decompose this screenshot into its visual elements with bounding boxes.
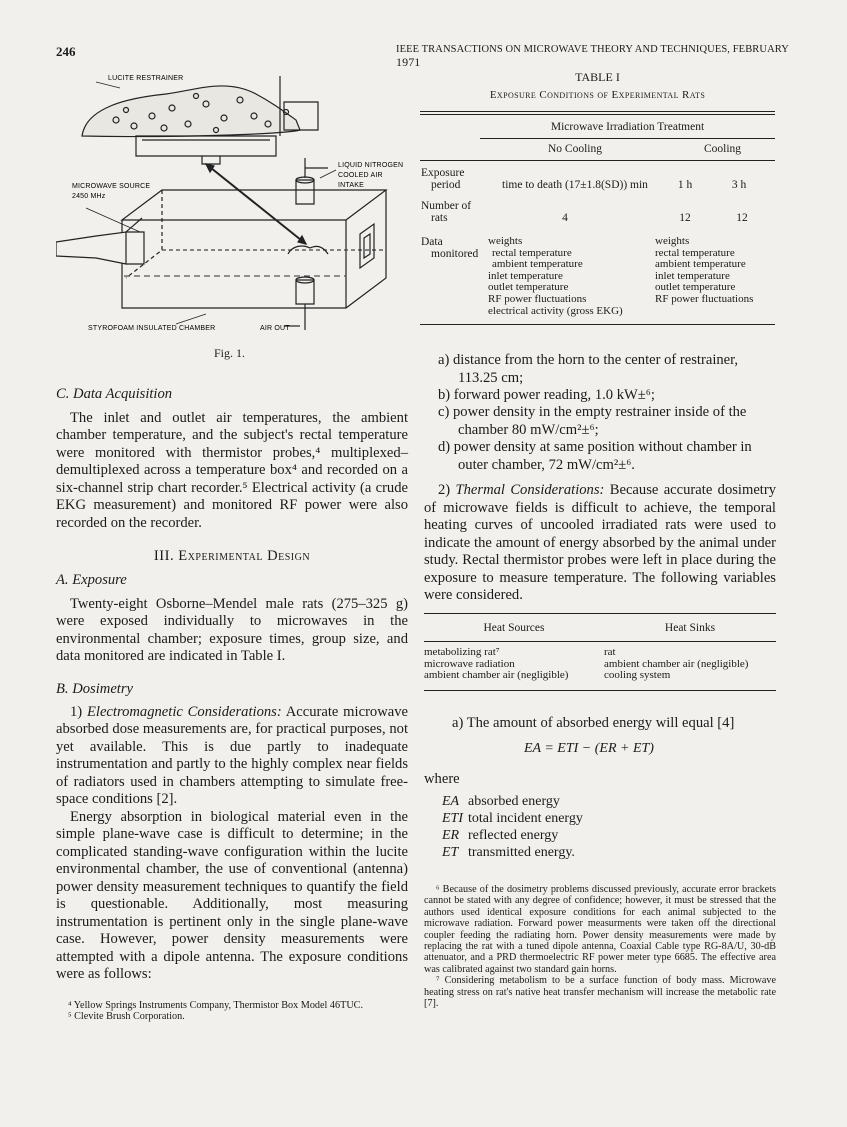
def-er: ER reflected energy — [442, 828, 559, 843]
table-bottom-rule — [420, 324, 775, 325]
energy-intro: a) The amount of absorbed energy will equal [4] — [452, 715, 735, 731]
label-styrofoam-chamber: STYROFOAM INSULATED CHAMBER — [88, 325, 216, 332]
right-footnotes — [424, 884, 776, 1009]
def-ea: EA absorbed energy — [442, 794, 560, 809]
footnote-7: ⁷ Considering metabolism to be a surface function of body mass. Microwave heating stress on rat's native heat transfer mechanism will increase the metabolic rate [7]. — [424, 975, 776, 1010]
data-no-cooling-list: weights rectal temperature ambient temperature inlet temperature outlet temperature RF power fluctuations electrical activity (gross EKG) — [488, 235, 623, 317]
table-subtitle: Exposure Conditions of Experimental Rats — [489, 89, 706, 101]
thermal-paragraph: 2) Thermal Considerations: Because accurate dosimetry of microwave fields is difficult to achieve, the temporal heating curves of uncooled irradiated rats were used to indicate the amount of energy absorbed by the animal under study. Rectal thermistor probes were left in place during the exposure to measure temperature. The following variables were considered. — [424, 482, 777, 603]
section-c-title: C. Data Acquisition — [56, 386, 173, 402]
journal-year: 1971 — [396, 55, 421, 69]
running-header — [396, 44, 796, 70]
col-header-no-cooling: No Cooling — [548, 143, 602, 155]
number-cooling-2: 12 — [736, 212, 748, 224]
exposure-item-c: c) power density in the empty restrainer inside of the chamber 80 mW/cm²±⁶; — [438, 404, 747, 438]
dosimetry-para-1: 1) Electromagnetic Considerations: Accurate microwave absorbed dose measurements are, for practical purposes, not yet available. This is due partly to inadequate instrumentation and partly to the highly complex near fields of radiators used in chambers attempting to simulate free-space conditions [2]. — [56, 703, 409, 807]
exposure-item-d: d) power density at same position without chamber in outer chamber, 72 mW/cm²±⁶. — [438, 439, 752, 473]
where-label: where — [424, 771, 460, 787]
section-exposure — [56, 572, 408, 666]
page-number: 246 — [56, 44, 76, 59]
heat-sinks-list: rat ambient chamber air (negligible) cooling system — [604, 646, 749, 681]
table-group-header: Microwave Irradiation Treatment — [550, 121, 705, 133]
em-considerations-title: Electromagnetic Considerations: — [86, 703, 282, 720]
col-header-cooling: Cooling — [703, 143, 742, 155]
footnote-5: ⁵ Clevite Brush Corporation. — [68, 1011, 185, 1023]
number-cooling-1: 12 — [679, 212, 691, 224]
label-ln2: LIQUID NITROGEN — [338, 162, 404, 169]
section-3-title: III. Experimental Design — [153, 548, 311, 564]
row-number-label: Number of rats — [421, 200, 472, 224]
section-b-title: B. Dosimetry — [56, 681, 134, 697]
thermal-considerations — [424, 482, 776, 605]
data-cooling-list: weights rectal temperature ambient temperature inlet temperature outlet temperature RF power fluctuations — [655, 235, 754, 305]
energy-equation: EA = ETI − (ER + ET) — [524, 741, 654, 756]
exposure-item-b: b) forward power reading, 1.0 kW±⁶; — [438, 387, 655, 403]
footnote-4: ⁴ Yellow Springs Instruments Company, Thermistor Box Model 46TUC. — [68, 1000, 364, 1011]
heat-table-header-rule — [424, 641, 776, 642]
figure-1 — [56, 68, 416, 358]
heat-table-top-rule — [424, 613, 776, 614]
thermal-title: Thermal Considerations: — [455, 482, 605, 498]
section-a-title: A. Exposure — [56, 572, 127, 588]
exposure-cooling-2: 3 h — [731, 179, 747, 191]
def-eti: ETI total incident energy — [442, 811, 583, 826]
row-data-label: Data monitored — [421, 236, 479, 260]
heat-sources-list: metabolizing rat⁷ microwave radiation ambient chamber air (negligible) — [424, 646, 569, 681]
label-cooled-air: COOLED AIR — [338, 172, 383, 179]
figure-caption: Fig. 1. — [214, 346, 246, 360]
section-3-heading — [56, 548, 408, 566]
number-no-cooling: 4 — [562, 212, 568, 224]
def-et: ET transmitted energy. — [442, 845, 575, 860]
label-microwave-source: MICROWAVE SOURCE — [72, 183, 151, 190]
heat-table-bottom-rule — [424, 690, 776, 691]
label-restrainer: LUCITE RESTRAINER — [108, 75, 184, 82]
journal-name: IEEE TRANSACTIONS ON MICROWAVE THEORY AND TECHNIQUES, FEBRUARY — [396, 44, 789, 55]
label-intake: INTAKE — [338, 182, 364, 189]
table-top-rule — [420, 111, 775, 112]
left-footnotes — [56, 1000, 408, 1023]
heat-sources-header: Heat Sources — [483, 622, 545, 634]
label-frequency: 2450 MHz — [72, 193, 106, 200]
dosimetry-para-2: Energy absorption in biological material even in the simple plane-wave case is difficult to determine; in the complicated standing-wave configuration within the lucite environmental chamber, the use of conventional (antenna) power density measurement techniques to quantify the field is questionable. Additionally, most measuring instrumentation is pertinent only in the single plane-wave case. However, power density measurements were attempted with a dipole antenna. The exposure conditions were as follows: — [56, 808, 408, 982]
table-title: TABLE I — [575, 70, 620, 84]
exposure-no-cooling: time to death (17±1.8(SD)) min — [502, 179, 648, 191]
section-a-paragraph: Twenty-eight Osborne–Mendel male rats (275–325 g) were exposed individually to microwaves in the environmental chamber; exposure times, group size, and data monitored are indicated in Table I. — [56, 595, 408, 664]
heat-sinks-header: Heat Sinks — [664, 622, 716, 634]
row-exposure-label: Exposure period — [421, 167, 465, 191]
section-c-paragraph: The inlet and outlet air temperatures, the ambient chamber temperature, and the subject's rectal temperature were monitored with thermistor probes,⁴ multiplexed–demultiplexed across a temperature box⁴ and recorded on a six-channel strip chart recorder.⁵ Electrical activity (a crude EKG measurement) and monitored RF power were also recorded on the recorder. — [56, 409, 408, 531]
exposure-cooling-1: 1 h — [677, 179, 693, 191]
label-air-out: AIR OUT — [260, 325, 290, 332]
symbol-definitions — [442, 793, 742, 861]
apparatus-diagram — [56, 68, 416, 358]
section-dosimetry — [56, 681, 408, 984]
table-header-rule — [420, 160, 775, 161]
table-group-rule — [480, 138, 775, 139]
table-top-rule-2 — [420, 114, 775, 115]
footnote-6: ⁶ Because of the dosimetry problems discussed previously, accurate error brackets cannot be stated with any degree of confidence; however, it must be stressed that the authors used identical exposure conditions for each animal subjected to the microwave radiation. Forward power measurments were taken off the directional coupler feeding the radiating horn. Power density measurements were made by replacing the rat with a tuned dipole antenna, Coaxial Cable type RG-8A/U, 30-dB attenuator, and a PRD thermoelectric RF power meter type 6685. The effective area was calibrated against two standard gain horns. — [424, 884, 776, 975]
exposure-item-a: a) distance from the horn to the center of restrainer, 113.25 cm; — [438, 352, 739, 386]
section-data-acquisition — [56, 386, 408, 532]
